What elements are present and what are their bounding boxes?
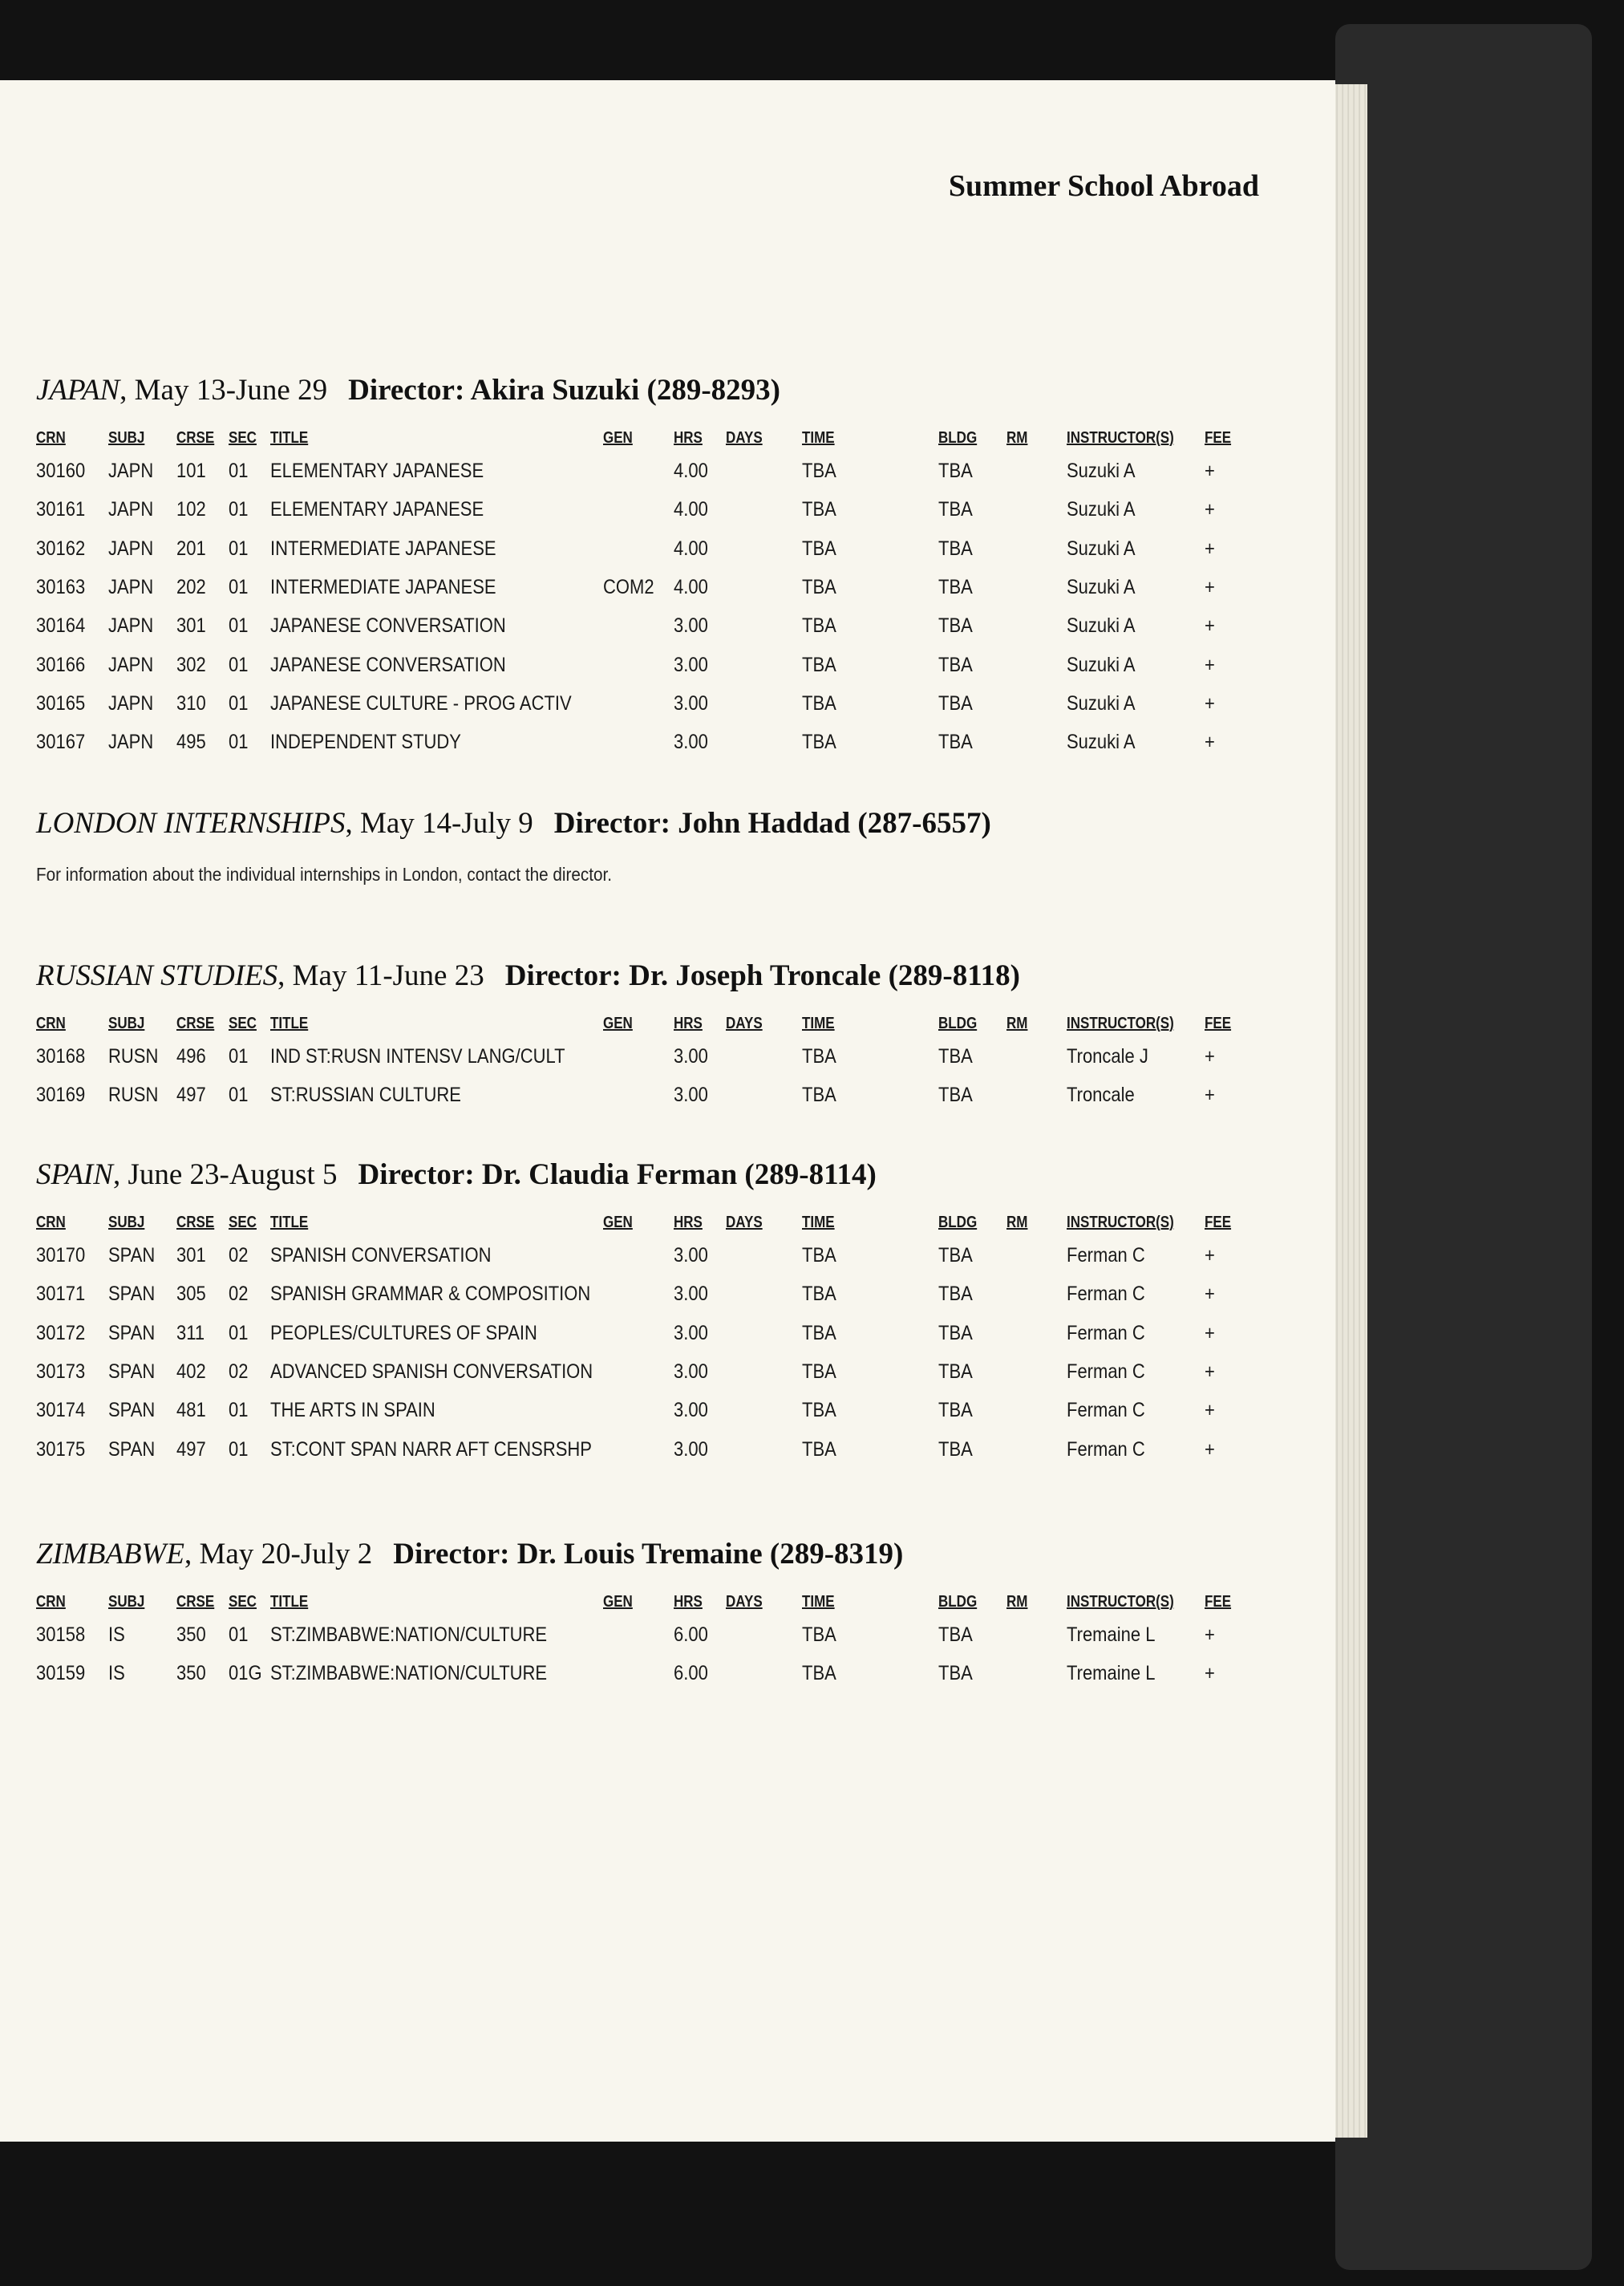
cell-sec: 01 [229,691,249,715]
cell-subj: JAPN [108,614,154,638]
cell-crse: 496 [176,1045,206,1068]
cell-instructor: Ferman C [1067,1244,1145,1267]
column-header-title: TITLE [270,1593,309,1611]
cell-title: SPANISH CONVERSATION [270,1244,492,1267]
program-name: JAPAN [36,374,120,407]
column-header-days: DAYS [726,1593,763,1611]
cell-crse: 301 [176,614,206,638]
cell-crn: 30175 [36,1437,86,1461]
cell-subj: SPAN [108,1360,156,1383]
cell-time: TBA [802,1360,836,1383]
program-dates: , May 20-July 2 [184,1538,373,1571]
cell-bldg: TBA [938,614,973,638]
cell-crse: 302 [176,653,206,676]
cell-instructor: Tremaine L [1067,1662,1156,1685]
cell-hrs: 3.00 [674,1045,708,1068]
cell-crse: 311 [176,1321,205,1344]
cell-crn: 30169 [36,1084,86,1107]
cell-crse: 495 [176,731,206,754]
column-header-instructor: INSTRUCTOR(S) [1067,1015,1174,1032]
cell-instructor: Suzuki A [1067,731,1136,754]
column-header-instructor: INSTRUCTOR(S) [1067,1593,1174,1611]
cell-sec: 01 [229,575,249,598]
column-header-crn: CRN [36,1214,66,1231]
cell-hrs: 3.00 [674,1244,708,1267]
page-title: Summer School Abroad [948,169,1259,203]
binder-cover [1335,24,1592,2270]
column-header-days: DAYS [726,429,763,447]
cell-hrs: 3.00 [674,1321,708,1344]
column-header-title: TITLE [270,429,309,447]
cell-hrs: 4.00 [674,575,708,598]
cell-time: TBA [802,1244,836,1267]
cell-sec: 01 [229,537,249,560]
cell-bldg: TBA [938,498,973,521]
program-director: Director: Akira Suzuki (289-8293) [348,374,780,407]
cell-title: INTERMEDIATE JAPANESE [270,537,496,560]
section-heading [36,373,780,407]
program-director: Director: Dr. Louis Tremaine (289-8319) [393,1538,904,1571]
cell-time: TBA [802,537,836,560]
cell-time: TBA [802,1399,836,1422]
cell-hrs: 6.00 [674,1623,708,1646]
cell-crn: 30167 [36,731,86,754]
cell-fee: + [1205,1662,1215,1685]
cell-crse: 201 [176,537,206,560]
cell-subj: RUSN [108,1045,159,1068]
cell-fee: + [1205,1623,1215,1646]
column-header-gen: GEN [603,429,633,447]
column-header-crn: CRN [36,1593,66,1611]
cell-bldg: TBA [938,731,973,754]
section-heading [36,806,991,841]
column-header-title: TITLE [270,1214,309,1231]
cell-instructor: Ferman C [1067,1283,1145,1306]
column-header-bldg: BLDG [938,1593,978,1611]
cell-subj: SPAN [108,1399,156,1422]
cell-hrs: 3.00 [674,1360,708,1383]
cell-title: JAPANESE CULTURE - PROG ACTIV [270,691,572,715]
cell-subj: JAPN [108,575,154,598]
column-header-time: TIME [802,1593,835,1611]
cell-subj: JAPN [108,460,154,482]
cell-time: TBA [802,653,836,676]
cell-hrs: 3.00 [674,731,708,754]
column-header-instructor: INSTRUCTOR(S) [1067,1214,1174,1231]
column-header-crse: CRSE [176,429,215,447]
cell-subj: JAPN [108,498,154,521]
cell-fee: + [1205,1045,1215,1068]
cell-bldg: TBA [938,537,973,560]
cell-title: ST:CONT SPAN NARR AFT CENSRSHP [270,1437,592,1461]
cell-crse: 350 [176,1623,206,1646]
cell-time: TBA [802,1084,836,1107]
column-header-hrs: HRS [674,1593,703,1611]
cell-fee: + [1205,1244,1215,1267]
cell-sec: 01 [229,1084,249,1107]
cell-crse: 497 [176,1084,206,1107]
column-header-fee: FEE [1205,1214,1232,1231]
cell-title: ST:ZIMBABWE:NATION/CULTURE [270,1623,548,1646]
cell-hrs: 3.00 [674,614,708,638]
column-header-time: TIME [802,1214,835,1231]
cell-crn: 30174 [36,1399,86,1422]
section-note: For information about the individual internships in London, contact the director. [36,864,613,885]
column-header-crn: CRN [36,429,66,447]
cell-time: TBA [802,575,836,598]
cell-fee: + [1205,1321,1215,1344]
section-heading [36,959,1020,993]
cell-instructor: Suzuki A [1067,653,1136,676]
cell-fee: + [1205,653,1215,676]
cell-crse: 301 [176,1244,206,1267]
cell-crn: 30162 [36,537,86,560]
program-name: RUSSIAN STUDIES [36,959,278,992]
cell-instructor: Troncale [1067,1084,1135,1107]
column-header-hrs: HRS [674,429,703,447]
cell-bldg: TBA [938,1283,973,1306]
cell-hrs: 4.00 [674,498,708,521]
cell-crn: 30164 [36,614,86,638]
cell-time: TBA [802,1623,836,1646]
cell-title: ST:RUSSIAN CULTURE [270,1084,461,1107]
cell-fee: + [1205,1360,1215,1383]
cell-crse: 102 [176,498,206,521]
cell-instructor: Ferman C [1067,1399,1145,1422]
column-header-fee: FEE [1205,429,1232,447]
cell-subj: SPAN [108,1283,156,1306]
cell-crn: 30163 [36,575,86,598]
cell-crn: 30166 [36,653,86,676]
cell-crn: 30160 [36,460,86,482]
cell-subj: IS [108,1623,125,1646]
cell-crse: 350 [176,1662,206,1685]
cell-crn: 30170 [36,1244,86,1267]
cell-title: IND ST:RUSN INTENSV LANG/CULT [270,1045,565,1068]
column-header-rm: RM [1006,429,1028,447]
program-dates: , June 23-August 5 [112,1158,338,1191]
cell-instructor: Ferman C [1067,1437,1145,1461]
cell-crse: 101 [176,460,206,482]
cell-bldg: TBA [938,460,973,482]
cell-time: TBA [802,1437,836,1461]
program-director: Director: John Haddad (287-6557) [553,807,991,840]
cell-sec: 02 [229,1244,249,1267]
cell-fee: + [1205,1399,1215,1422]
cell-crn: 30168 [36,1045,86,1068]
program-name: SPAIN [36,1158,113,1191]
cell-time: TBA [802,498,836,521]
cell-time: TBA [802,731,836,754]
cell-time: TBA [802,614,836,638]
cell-crse: 402 [176,1360,206,1383]
cell-fee: + [1205,731,1215,754]
cell-hrs: 3.00 [674,653,708,676]
cell-hrs: 4.00 [674,537,708,560]
cell-hrs: 6.00 [674,1662,708,1685]
cell-subj: RUSN [108,1084,159,1107]
column-header-crse: CRSE [176,1015,215,1032]
cell-bldg: TBA [938,1437,973,1461]
cell-fee: + [1205,575,1215,598]
column-header-subj: SUBJ [108,1593,145,1611]
cell-fee: + [1205,1437,1215,1461]
program-dates: , May 14-July 9 [345,807,533,840]
column-header-gen: GEN [603,1015,633,1032]
program-director: Director: Dr. Claudia Ferman (289-8114) [358,1158,877,1191]
cell-hrs: 3.00 [674,691,708,715]
cell-title: SPANISH GRAMMAR & COMPOSITION [270,1283,591,1306]
cell-subj: JAPN [108,537,154,560]
column-header-fee: FEE [1205,1015,1232,1032]
column-header-bldg: BLDG [938,1214,978,1231]
cell-sec: 01 [229,1437,249,1461]
cell-bldg: TBA [938,1321,973,1344]
column-header-crse: CRSE [176,1214,215,1231]
cell-fee: + [1205,460,1215,482]
cell-time: TBA [802,1045,836,1068]
cell-time: TBA [802,1321,836,1344]
cell-subj: SPAN [108,1437,156,1461]
cell-fee: + [1205,614,1215,638]
column-header-time: TIME [802,1015,835,1032]
cell-sec: 01 [229,1321,249,1344]
cell-crse: 497 [176,1437,206,1461]
cell-crse: 202 [176,575,206,598]
cell-title: ELEMENTARY JAPANESE [270,460,484,482]
cell-instructor: Ferman C [1067,1321,1145,1344]
cell-time: TBA [802,460,836,482]
column-header-sec: SEC [229,1015,257,1032]
program-dates: , May 13-June 29 [119,374,328,407]
column-header-crse: CRSE [176,1593,215,1611]
column-header-time: TIME [802,429,835,447]
cell-instructor: Ferman C [1067,1360,1145,1383]
cell-title: ELEMENTARY JAPANESE [270,498,484,521]
cell-crse: 310 [176,691,206,715]
section-heading [36,1537,903,1571]
cell-hrs: 4.00 [674,460,708,482]
cell-title: JAPANESE CONVERSATION [270,614,506,638]
cell-instructor: Tremaine L [1067,1623,1156,1646]
cell-bldg: TBA [938,1045,973,1068]
cell-bldg: TBA [938,575,973,598]
cell-title: INDEPENDENT STUDY [270,731,461,754]
cell-sec: 02 [229,1360,249,1383]
cell-bldg: TBA [938,1623,973,1646]
column-header-subj: SUBJ [108,1015,145,1032]
column-header-crn: CRN [36,1015,66,1032]
cell-time: TBA [802,1283,836,1306]
cell-instructor: Suzuki A [1067,614,1136,638]
cell-crn: 30161 [36,498,86,521]
catalog-page [0,80,1335,2142]
cell-subj: JAPN [108,731,154,754]
cell-instructor: Suzuki A [1067,691,1136,715]
cell-fee: + [1205,1084,1215,1107]
column-header-gen: GEN [603,1593,633,1611]
cell-time: TBA [802,1662,836,1685]
cell-title: INTERMEDIATE JAPANESE [270,575,496,598]
column-header-subj: SUBJ [108,1214,145,1231]
program-name: ZIMBABWE [36,1538,184,1571]
cell-crn: 30171 [36,1283,86,1306]
cell-sec: 01 [229,1399,249,1422]
cell-instructor: Suzuki A [1067,537,1136,560]
cell-bldg: TBA [938,653,973,676]
cell-crn: 30172 [36,1321,86,1344]
cell-sec: 01 [229,498,249,521]
cell-crn: 30165 [36,691,86,715]
cell-hrs: 3.00 [674,1283,708,1306]
cell-hrs: 3.00 [674,1399,708,1422]
cell-instructor: Suzuki A [1067,575,1136,598]
column-header-subj: SUBJ [108,429,145,447]
cell-title: PEOPLES/CULTURES OF SPAIN [270,1321,537,1344]
program-dates: , May 11-June 23 [277,959,484,992]
column-header-gen: GEN [603,1214,633,1231]
cell-fee: + [1205,1283,1215,1306]
cell-instructor: Troncale J [1067,1045,1148,1068]
cell-bldg: TBA [938,1662,973,1685]
cell-subj: JAPN [108,653,154,676]
column-header-sec: SEC [229,1593,257,1611]
cell-instructor: Suzuki A [1067,460,1136,482]
cell-bldg: TBA [938,1360,973,1383]
cell-crn: 30159 [36,1662,86,1685]
cell-sec: 01 [229,1623,249,1646]
cell-sec: 01 [229,653,249,676]
cell-sec: 01G [229,1662,262,1685]
cell-title: ADVANCED SPANISH CONVERSATION [270,1360,593,1383]
program-name: LONDON INTERNSHIPS [36,807,346,840]
cell-title: JAPANESE CONVERSATION [270,653,506,676]
cell-instructor: Suzuki A [1067,498,1136,521]
cell-subj: IS [108,1662,125,1685]
cell-sec: 02 [229,1283,249,1306]
cell-crn: 30158 [36,1623,86,1646]
cell-hrs: 3.00 [674,1084,708,1107]
cell-bldg: TBA [938,1084,973,1107]
cell-subj: JAPN [108,691,154,715]
cell-sec: 01 [229,1045,249,1068]
cell-crse: 481 [176,1399,206,1422]
column-header-hrs: HRS [674,1015,703,1032]
cell-bldg: TBA [938,691,973,715]
cell-gen: COM2 [603,575,654,598]
program-director: Director: Dr. Joseph Troncale (289-8118) [504,959,1020,992]
cell-hrs: 3.00 [674,1437,708,1461]
cell-bldg: TBA [938,1244,973,1267]
cell-fee: + [1205,691,1215,715]
column-header-fee: FEE [1205,1593,1232,1611]
cell-subj: SPAN [108,1244,156,1267]
column-header-sec: SEC [229,1214,257,1231]
cell-bldg: TBA [938,1399,973,1422]
column-header-rm: RM [1006,1593,1028,1611]
cell-sec: 01 [229,731,249,754]
cell-time: TBA [802,691,836,715]
column-header-bldg: BLDG [938,1015,978,1032]
column-header-instructor: INSTRUCTOR(S) [1067,429,1174,447]
column-header-hrs: HRS [674,1214,703,1231]
cell-title: ST:ZIMBABWE:NATION/CULTURE [270,1662,548,1685]
cell-fee: + [1205,498,1215,521]
cell-sec: 01 [229,460,249,482]
cell-sec: 01 [229,614,249,638]
cell-subj: SPAN [108,1321,156,1344]
cell-title: THE ARTS IN SPAIN [270,1399,435,1422]
column-header-bldg: BLDG [938,429,978,447]
column-header-rm: RM [1006,1214,1028,1231]
section-heading [36,1157,877,1192]
cell-crn: 30173 [36,1360,86,1383]
column-header-title: TITLE [270,1015,309,1032]
column-header-rm: RM [1006,1015,1028,1032]
column-header-days: DAYS [726,1214,763,1231]
column-header-sec: SEC [229,429,257,447]
cell-crse: 305 [176,1283,206,1306]
cell-fee: + [1205,537,1215,560]
column-header-days: DAYS [726,1015,763,1032]
